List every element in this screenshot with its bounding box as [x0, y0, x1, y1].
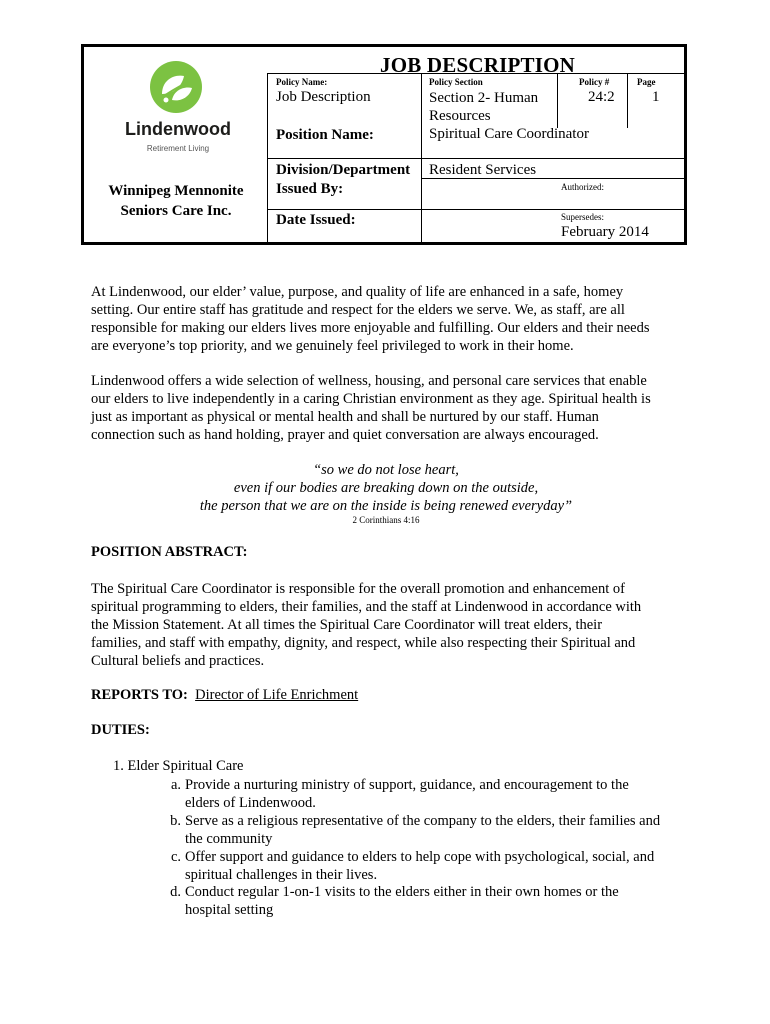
text-line: The Spiritual Care Coordinator is responsible for the overall promotion and enhancement of [91, 581, 625, 597]
authorized-label: Authorized: [561, 182, 604, 192]
quote-line: even if our bodies are breaking down on the outside, [233, 480, 539, 496]
scripture-quote [91, 461, 681, 515]
header-divider [421, 73, 422, 245]
policy-number-label: Policy # [579, 77, 610, 87]
duty-subitem [155, 848, 685, 884]
duty-subitem [155, 812, 685, 848]
text-line: spiritual programming to elders, their families, and the staff at Lindenwood in accordance with [91, 599, 642, 615]
text-line: Lindenwood offers a wide selection of wellness, housing, and personal care services that enable [91, 373, 647, 389]
subitem-letter: c. [170, 849, 181, 865]
text-line: families, and staff with empathy, dignity, and respect, while also respecting their Spiritual and [91, 635, 636, 651]
text-line: Provide a nurturing ministry of support, guidance, and encouragement to the [185, 777, 629, 793]
reports-to-label: REPORTS TO: [91, 687, 188, 703]
reports-to [91, 687, 358, 704]
page-label: Page [637, 77, 656, 87]
reports-to-value: Director of Life Enrichment [195, 687, 359, 703]
header-divider [557, 73, 558, 128]
quote-line: the person that we are on the inside is being renewed everyday” [199, 498, 573, 514]
text-line: the community [185, 831, 273, 847]
logo-tagline: Retirement Living [146, 144, 210, 153]
text-line: Serve as a religious representative of the company to the elders, their families and [185, 813, 661, 829]
policy-section-value [429, 89, 538, 125]
lindenwood-logo [122, 60, 234, 158]
duty-subitem [155, 776, 685, 812]
policy-section-line: Section 2- Human [429, 90, 539, 106]
supersedes-value: February 2014 [561, 224, 649, 240]
subitem-letter: d. [170, 884, 181, 900]
text-line: our elders to live independently in a caring Christian environment as they age. Spiritual health is [91, 391, 651, 407]
quote-line: “so we do not lose heart, [313, 462, 459, 478]
policy-section-line: Resources [429, 108, 491, 124]
policy-name-label: Policy Name: [276, 77, 328, 87]
duties-heading: DUTIES: [91, 722, 150, 738]
subitem-letter: a. [170, 777, 181, 793]
quote-citation: 2 Corinthians 4:16 [352, 515, 420, 525]
organization-name [89, 181, 263, 221]
division-label: Division/Department [276, 162, 411, 178]
text-line: just as important as physical or mental health and shall be nurtured by our staff. Human [91, 409, 599, 425]
policy-number-value: 24:2 [588, 89, 615, 105]
text-line: elders of Lindenwood. [185, 795, 316, 811]
text-line: responsible for making our elders lives more enjoyable and fulfilling. Our elders and their needs [91, 320, 650, 336]
header-divider [627, 73, 628, 128]
subitem-letter: b. [170, 813, 181, 829]
text-line: spiritual challenges in their lives. [185, 867, 378, 883]
header-divider [267, 158, 685, 159]
text-line: hospital setting [185, 902, 274, 918]
leaf-logo-icon [122, 60, 234, 158]
text-line: Offer support and guidance to elders to help cope with psychological, social, and [185, 849, 655, 865]
position-name-value: Spiritual Care Coordinator [429, 126, 589, 142]
intro-paragraph [91, 372, 681, 444]
position-name-label: Position Name: [276, 127, 374, 143]
policy-section-label: Policy Section [429, 77, 483, 87]
header-divider [267, 209, 685, 210]
policy-name-value: Job Description [276, 89, 371, 105]
duty-subitem [155, 883, 685, 919]
issued-by-label: Issued By: [276, 181, 344, 197]
org-name-line: Seniors Care Inc. [120, 203, 232, 219]
document-title: JOB DESCRIPTION [380, 53, 575, 77]
text-line: connection such as hand holding, prayer and quiet conversation are always encouraged. [91, 427, 599, 443]
header-divider [267, 73, 268, 245]
abstract-paragraph [91, 580, 681, 670]
abstract-heading: POSITION ABSTRACT: [91, 544, 248, 560]
page-value: 1 [652, 89, 660, 105]
supersedes-label: Supersedes: [561, 212, 604, 222]
text-line: setting. Our entire staff has gratitude and respect for the elders we serve. We, as staff, are all [91, 302, 625, 318]
text-line: are everyone’s top priority, and we genuinely feel privileged to work in their home. [91, 338, 574, 354]
intro-paragraph [91, 283, 681, 355]
text-line: the Mission Statement. At all times the Spiritual Care Coordinator will treat elders, their [91, 617, 603, 633]
text-line: Conduct regular 1-on-1 visits to the elders either in their own homes or the [185, 884, 619, 900]
division-value: Resident Services [429, 162, 537, 178]
text-line: Cultural beliefs and practices. [91, 653, 265, 669]
org-name-line: Winnipeg Mennonite [108, 183, 244, 199]
text-line: At Lindenwood, our elder’ value, purpose, and quality of life are enhanced in a safe, homey [91, 284, 624, 300]
duty-item: 1. Elder Spiritual Care [113, 758, 244, 774]
logo-wordmark: Lindenwood [125, 119, 231, 139]
date-issued-label: Date Issued: [276, 212, 356, 228]
